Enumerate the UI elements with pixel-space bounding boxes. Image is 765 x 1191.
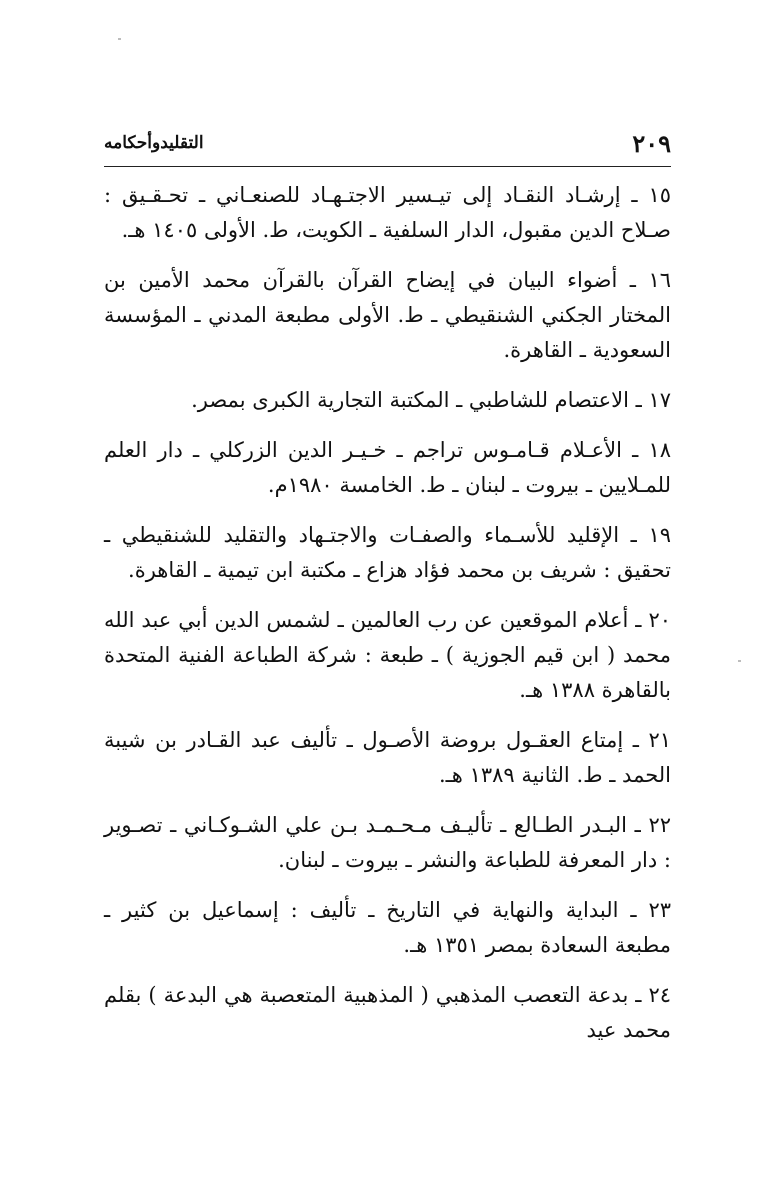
reference-text: ٢٢ ـ البـدر الطـالع ـ تأليـف مـحـمـد بـن علي الشـوكـاني ـ تصـوير : دار المعرفة للطباعة والنشر ـ بيروت ـ لبنان. [104, 813, 671, 872]
reference-item-17 [104, 383, 671, 418]
reference-item-20 [104, 603, 671, 708]
reference-text: ١٩ ـ الإقليد للأسـماء والصفـات والاجتـهاد والتقليد للشنقيطي ـ تحقيق : شريف بن محمد فؤاد هزاع ـ مكتبة ابن تيمية ـ القاهرة. [104, 523, 671, 582]
running-title: التقليدوأحكامه [104, 133, 204, 153]
reference-text: ٢١ ـ إمتاع العقـول بروضة الأصـول ـ تأليف عبد القـادر بن شيبة الحمد ـ ط. الثانية ١٣٨٩ هـ. [104, 728, 671, 787]
scan-speck [118, 38, 121, 40]
reference-list [104, 178, 671, 1048]
reference-item-21 [104, 723, 671, 793]
reference-text: ٢٣ ـ البداية والنهاية في التاريخ ـ تأليف : إسماعيل بن كثير ـ مطبعة السعادة بمصر ١٣٥١ هـ. [104, 898, 671, 957]
reference-text: ١٥ ـ إرشـاد النقـاد إلى تيـسير الاجتـهـاد للصنعـاني ـ تحـقـيق : صـلاح الدين مقبول، الدار السلفية ـ الكويت، ط. الأولى ١٤٠٥ هـ. [104, 183, 671, 242]
page-header [104, 128, 671, 162]
reference-text: ٢٠ ـ أعلام الموقعين عن رب العالمين ـ لشمس الدين أبي عبد الله محمد ( ابن قيم الجوزية ) ـ طبعة : شركة الطباعة الفنية المتحدة بالقاهرة ١٣٨٨ هـ. [104, 608, 671, 702]
reference-text: ١٧ ـ الاعتصام للشاطبي ـ المكتبة التجارية الكبرى بمصر. [191, 388, 671, 412]
reference-text: ١٨ ـ الأعـلام قـامـوس تراجم ـ خـيـر الدين الزركلي ـ دار العلم للمـلايين ـ بيروت ـ لبنان ـ ط. الخامسة ١٩٨٠م. [104, 438, 671, 497]
reference-item-23 [104, 893, 671, 963]
reference-text: ١٦ ـ أضواء البيان في إيضاح القرآن بالقرآن محمد الأمين بن المختار الجكني الشنقيطي ـ ط. الأولى مطبعة المدني ـ المؤسسة السعودية ـ القاهرة. [104, 268, 671, 362]
reference-item-24 [104, 978, 671, 1048]
reference-item-15 [104, 178, 671, 248]
header-divider [104, 166, 671, 167]
scan-speck [738, 660, 741, 662]
reference-item-19 [104, 518, 671, 588]
reference-item-16 [104, 263, 671, 368]
reference-text: ٢٤ ـ بدعة التعصب المذهبي ( المذهبية المتعصبة هي البدعة ) بقلم محمد عيد [104, 983, 671, 1042]
reference-item-22 [104, 808, 671, 878]
reference-item-18 [104, 433, 671, 503]
page-number: ٢٠٩ [632, 129, 671, 158]
